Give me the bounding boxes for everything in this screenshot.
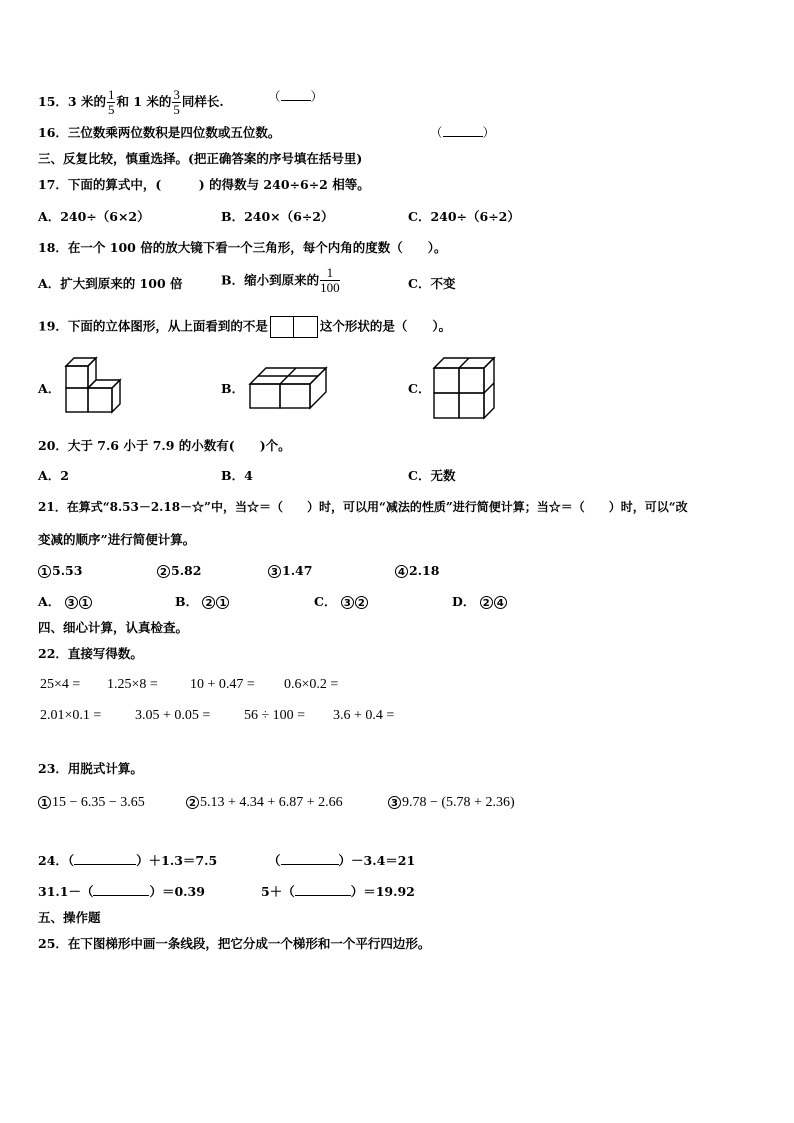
question-19: 19．下面的立体图形，从上面看到的不是 这个形状的是（ ）。 bbox=[38, 314, 451, 339]
q18-option-b[interactable]: B．缩小到原来的 $\frac{1}{100}$ bbox=[221, 265, 340, 295]
q24-a-blank[interactable] bbox=[74, 853, 136, 865]
q19-option-a-label[interactable]: A． bbox=[38, 381, 61, 396]
q24-item-c: 31.1－（ ）＝0.39 bbox=[38, 884, 205, 899]
q15-answer-blank[interactable]: （ ） bbox=[268, 89, 324, 104]
question-23: 23．用脱式计算。 bbox=[38, 761, 143, 776]
q21-option-b[interactable]: B． 2 1 bbox=[175, 594, 230, 610]
q17-option-c[interactable]: C．240÷（6÷2） bbox=[408, 209, 520, 224]
q22-item-6: 3.05 + 0.05 = bbox=[135, 708, 211, 723]
question-17: 17．下面的算式中，( ) 的得数与 240÷6÷2 相等。 bbox=[38, 177, 370, 192]
q22-item-3: 10 + 0.47 = bbox=[190, 677, 255, 692]
q23-item-3: 3 9.78 − (5.78 + 2.36) bbox=[388, 795, 515, 811]
section-4-heading: 四、细心计算，认真检查。 bbox=[38, 620, 189, 635]
q18-option-c[interactable]: C．不变 bbox=[408, 276, 456, 291]
two-square-top-view bbox=[270, 316, 318, 338]
question-22: 22．直接写得数。 bbox=[38, 646, 143, 661]
section-3-heading: 三、反复比较，慎重选择。(把正确答案的序号填在括号里) bbox=[38, 151, 363, 166]
question-16: 16．三位数乘两位数积是四位数或五位数。 bbox=[38, 125, 281, 140]
question-21-line2: 变减的顺序”进行简便计算。 bbox=[38, 532, 196, 547]
q24-item-b: （ ）－3.4＝21 bbox=[268, 853, 416, 868]
q22-item-1: 25×4 = bbox=[40, 677, 81, 692]
q24-item-d: 5＋（ ）＝19.92 bbox=[261, 884, 415, 899]
q16-answer-blank[interactable]: （ ） bbox=[430, 125, 496, 140]
q21-choice-3: 3 1.47 bbox=[268, 563, 312, 579]
q21-choice-1: 1 5.53 bbox=[38, 563, 82, 579]
section-5-heading: 五、操作题 bbox=[38, 910, 101, 925]
question-15 bbox=[38, 88, 224, 117]
q21-option-c[interactable]: C． 3 2 bbox=[314, 594, 369, 610]
q22-item-7: 56 ÷ 100 = bbox=[244, 708, 306, 723]
q24-c-blank[interactable] bbox=[93, 884, 149, 896]
q21-choice-2: 2 5.82 bbox=[157, 563, 201, 579]
q15-middle: 和 1 米的 bbox=[116, 94, 172, 109]
question-18: 18．在一个 100 倍的放大镜下看一个三角形，每个内角的度数（ ）。 bbox=[38, 240, 447, 255]
q19-figure-c[interactable] bbox=[430, 354, 500, 422]
question-20: 20．大于 7.6 小于 7.9 的小数有( )个。 bbox=[38, 438, 291, 453]
q22-item-5: 2.01×0.1 = bbox=[40, 708, 102, 723]
q21-choice-4: 4 2.18 bbox=[395, 563, 439, 579]
q17-option-a[interactable]: A．240÷（6×2） bbox=[38, 209, 150, 224]
q24-d-blank[interactable] bbox=[295, 884, 351, 896]
q23-item-2: 2 5.13 + 4.34 + 6.87 + 2.66 bbox=[186, 795, 343, 811]
q19-figure-a[interactable] bbox=[60, 356, 130, 418]
q15-prefix: 15．3 米的 bbox=[38, 94, 106, 109]
q22-item-2: 1.25×8 = bbox=[107, 677, 158, 692]
q21-option-a[interactable]: A． 3 1 bbox=[38, 594, 93, 610]
fraction-one-fifth: $\frac{1}{5}$ bbox=[107, 87, 115, 117]
q22-item-8: 3.6 + 0.4 = bbox=[333, 708, 395, 723]
fraction-one-hundredth: $\frac{1}{100}$ bbox=[320, 265, 340, 295]
q19-option-b-label[interactable]: B． bbox=[221, 381, 245, 396]
q17-option-b[interactable]: B．240×（6÷2） bbox=[221, 209, 334, 224]
fraction-three-fifths: $\frac{3}{5}$ bbox=[173, 87, 180, 117]
q24-item-a: 24．（ ）＋1.3＝7.5 bbox=[38, 853, 218, 868]
q23-item-1: 1 15 − 6.35 − 3.65 bbox=[38, 795, 145, 811]
question-25: 25．在下图梯形中画一条线段，把它分成一个梯形和一个平行四边形。 bbox=[38, 936, 431, 951]
q24-b-blank[interactable] bbox=[281, 853, 339, 865]
q21-option-d[interactable]: D． 2 4 bbox=[452, 594, 508, 610]
q19-figure-b[interactable] bbox=[246, 364, 330, 412]
q18-option-a[interactable]: A．扩大到原来的 100 倍 bbox=[38, 276, 183, 291]
q22-item-4: 0.6×0.2 = bbox=[284, 677, 339, 692]
q20-option-c[interactable]: C．无数 bbox=[408, 468, 456, 483]
question-21-line1: 21．在算式“8.53－2.18－☆”中，当☆＝（ ）时，可以用“减法的性质”进行简便计算；当☆＝（ ）时，可以“改 bbox=[38, 500, 688, 514]
q20-option-a[interactable]: A．2 bbox=[38, 468, 69, 483]
q20-option-b[interactable]: B．4 bbox=[221, 468, 253, 483]
q15-suffix: 同样长. bbox=[181, 94, 224, 109]
q19-option-c-label[interactable]: C． bbox=[408, 381, 431, 396]
